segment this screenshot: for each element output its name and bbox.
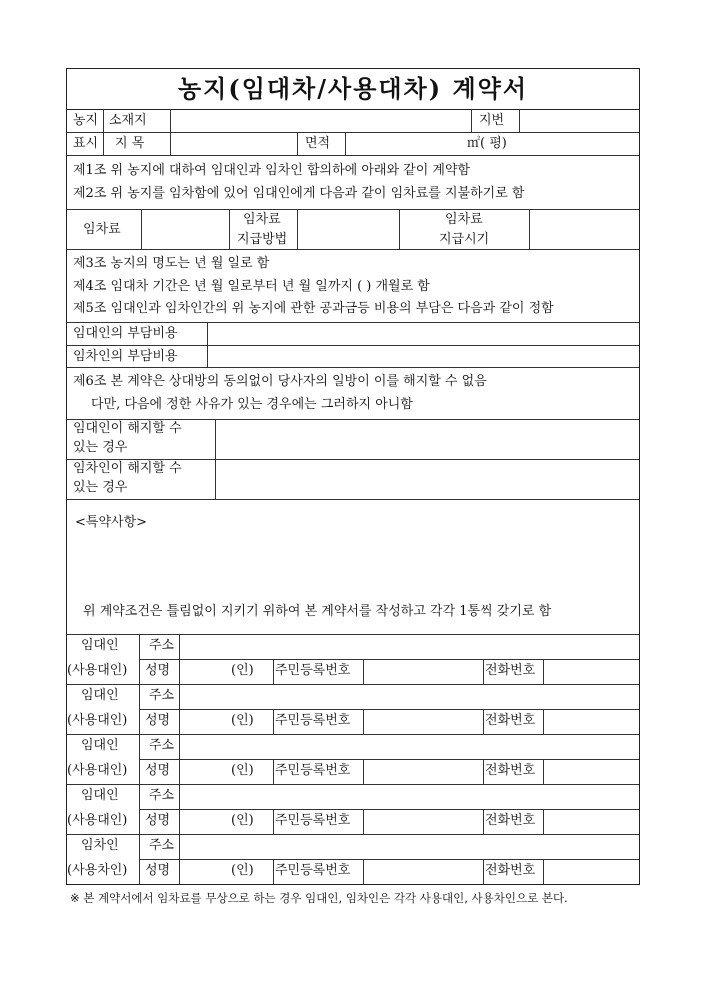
clause-5: 제5조 임대인과 임차인간의 위 농지에 관한 공과금등 비용의 부담은 다음과 같이 정함 xyxy=(73,301,554,316)
lessee-cost-field[interactable] xyxy=(208,346,638,366)
lessor-cost-label: 임대인의 부담비용 xyxy=(73,326,178,341)
lessee-termination-label: 임차인이 해지할 수 xyxy=(73,461,182,476)
phone-label: 전화번호 xyxy=(485,713,536,728)
clause-4: 제4조 임대차 기간은 년 월 일로부터 년 월 일까지 ( ) 개월로 함 xyxy=(73,279,430,294)
party-role: 임대인 xyxy=(81,638,119,653)
party-block xyxy=(67,684,639,734)
resident-number-field[interactable] xyxy=(364,660,482,683)
payment-timing-label: 지급시기 xyxy=(439,232,490,247)
payment-method-label: 임차료 xyxy=(243,212,281,227)
lot-number-label: 지번 xyxy=(479,113,505,128)
seal-mark: (인) xyxy=(231,863,254,878)
resident-number-field[interactable] xyxy=(364,710,482,733)
closing-statement: 위 계약조건은 틀림없이 지키기 위하여 본 계약서를 작성하고 각각 1통씩 갖기로 함 xyxy=(83,604,552,619)
divider xyxy=(399,209,400,249)
party-block xyxy=(67,734,639,784)
divider xyxy=(471,109,472,132)
resident-number-label: 주민등록번호 xyxy=(275,813,351,828)
phone-label: 전화번호 xyxy=(485,763,536,778)
divider xyxy=(67,132,639,133)
party-role-sub: (사용대인) xyxy=(67,713,128,728)
contract-form xyxy=(66,68,640,885)
divider xyxy=(345,132,346,155)
phone-label: 전화번호 xyxy=(485,813,536,828)
phone-field[interactable] xyxy=(544,660,638,683)
party-role-sub: (사용대인) xyxy=(67,763,128,778)
address-label: 주소 xyxy=(149,788,175,803)
special-terms-field[interactable] xyxy=(73,535,633,597)
resident-number-label: 주민등록번호 xyxy=(275,763,351,778)
address-label: 주소 xyxy=(149,738,175,753)
area-label: 면적 xyxy=(305,136,331,151)
lessor-termination-label: 있는 경우 xyxy=(73,440,128,455)
seal-mark: (인) xyxy=(231,663,254,678)
address-field[interactable] xyxy=(180,785,638,808)
name-field[interactable] xyxy=(180,810,272,833)
seal-mark: (인) xyxy=(231,713,254,728)
land-label: 농지 xyxy=(73,113,99,128)
resident-number-field[interactable] xyxy=(364,810,482,833)
clause-6: 제6조 본 계약은 상대방의 동의없이 당사자의 일방이 이를 해지할 수 없음 xyxy=(73,374,487,389)
rent-field[interactable] xyxy=(142,210,228,248)
resident-number-field[interactable] xyxy=(364,860,482,883)
name-field[interactable] xyxy=(180,760,272,783)
payment-method-field[interactable] xyxy=(298,210,398,248)
name-label: 성명 xyxy=(145,863,171,878)
phone-field[interactable] xyxy=(544,860,638,883)
resident-number-label: 주민등록번호 xyxy=(275,663,351,678)
document-title: 농지(임대차/사용대차) 계약서 xyxy=(67,69,639,110)
seal-mark: (인) xyxy=(231,763,254,778)
lessor-termination-label: 임대인이 해지할 수 xyxy=(73,421,182,436)
party-block xyxy=(67,834,639,884)
lot-number-field[interactable] xyxy=(520,110,638,131)
area-unit: ㎡( 평) xyxy=(467,136,507,151)
payment-timing-field[interactable] xyxy=(530,210,638,248)
category-label: 지 목 xyxy=(115,136,145,151)
category-field[interactable] xyxy=(171,133,296,154)
phone-field[interactable] xyxy=(544,710,638,733)
seal-mark: (인) xyxy=(231,813,254,828)
party-block xyxy=(67,784,639,834)
land-label: 표시 xyxy=(73,136,99,151)
party-role: 임대인 xyxy=(81,688,119,703)
party-role-sub: (사용대인) xyxy=(67,813,128,828)
name-label: 성명 xyxy=(145,663,171,678)
location-label: 소재지 xyxy=(109,113,147,128)
party-role: 임차인 xyxy=(81,838,119,853)
name-field[interactable] xyxy=(180,660,272,683)
party-role: 임대인 xyxy=(81,788,119,803)
payment-method-label: 지급방법 xyxy=(237,232,288,247)
name-field[interactable] xyxy=(180,710,272,733)
party-role: 임대인 xyxy=(81,738,119,753)
address-label: 주소 xyxy=(149,688,175,703)
address-field[interactable] xyxy=(180,835,638,858)
divider xyxy=(297,132,298,155)
party-role-sub: (사용대인) xyxy=(67,663,128,678)
resident-number-label: 주민등록번호 xyxy=(275,863,351,878)
clause-6-continued: 다만, 다음에 정한 사유가 있는 경우에는 그러하지 아니함 xyxy=(91,397,413,412)
clause-2: 제2조 위 농지를 임차함에 있어 임대인에게 다음과 같이 임차료를 지불하기로 함 xyxy=(73,186,525,201)
lessor-cost-field[interactable] xyxy=(208,323,638,344)
name-label: 성명 xyxy=(145,763,171,778)
lessee-cost-label: 임차인의 부담비용 xyxy=(73,349,178,364)
address-field[interactable] xyxy=(180,685,638,708)
divider xyxy=(229,209,230,249)
address-label: 주소 xyxy=(149,838,175,853)
clause-3: 제3조 농지의 명도는 년 월 일로 함 xyxy=(73,256,270,271)
divider xyxy=(67,249,639,250)
phone-label: 전화번호 xyxy=(485,863,536,878)
party-block xyxy=(67,634,639,684)
resident-number-field[interactable] xyxy=(364,760,482,783)
footnote: ※ 본 계약서에서 임차료를 무상으로 하는 경우 임대인, 임차인은 각각 사용대인, 사용차인으로 본다. xyxy=(70,891,568,905)
rent-label: 임차료 xyxy=(83,222,121,237)
phone-field[interactable] xyxy=(544,810,638,833)
lessor-termination-field[interactable] xyxy=(216,420,638,458)
phone-field[interactable] xyxy=(544,760,638,783)
name-field[interactable] xyxy=(180,860,272,883)
divider xyxy=(103,109,104,155)
lessee-termination-field[interactable] xyxy=(216,460,638,498)
resident-number-label: 주민등록번호 xyxy=(275,713,351,728)
divider xyxy=(67,499,639,500)
party-role-sub: (사용차인) xyxy=(67,863,128,878)
divider xyxy=(67,155,639,156)
address-field[interactable] xyxy=(180,735,638,758)
location-field[interactable] xyxy=(171,110,470,131)
lessee-termination-label: 있는 경우 xyxy=(73,480,128,495)
name-label: 성명 xyxy=(145,813,171,828)
payment-timing-label: 임차료 xyxy=(445,212,483,227)
phone-label: 전화번호 xyxy=(485,663,536,678)
address-label: 주소 xyxy=(149,638,175,653)
address-field[interactable] xyxy=(180,635,638,658)
divider xyxy=(67,367,639,368)
name-label: 성명 xyxy=(145,713,171,728)
clause-1: 제1조 위 농지에 대하여 임대인과 임차인 합의하에 아래와 같이 계약함 xyxy=(73,163,471,178)
special-terms-label: <특약사항> xyxy=(75,515,148,530)
